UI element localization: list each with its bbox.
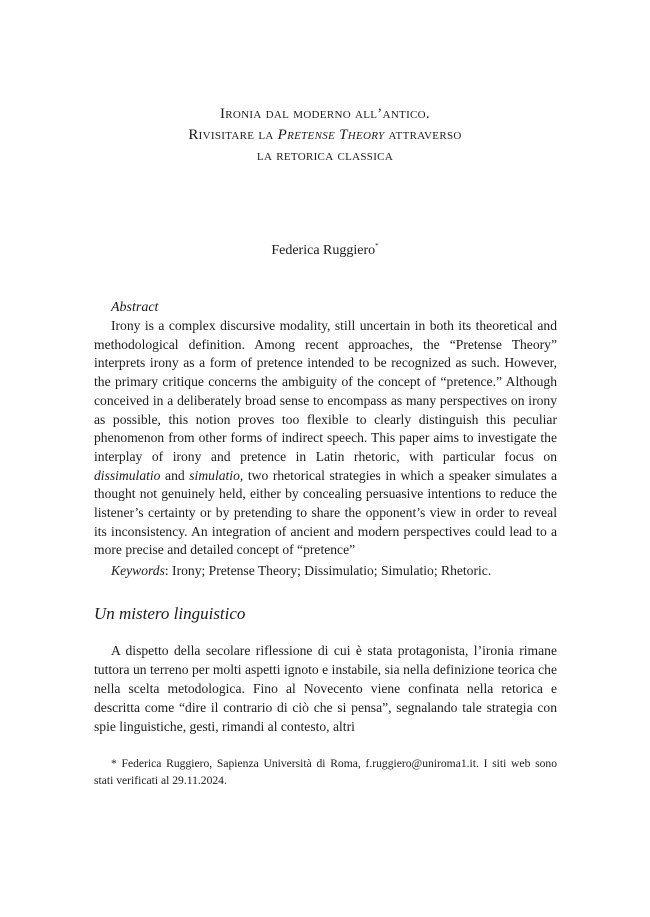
abstract-term-2: simulatio [189,467,240,483]
footnote: * Federica Ruggiero, Sapienza Università di Roma, f.ruggiero@uniroma1.it. I siti web sono stati verificati al 29.11.2024. [94,757,557,787]
title-line-2 [0,125,650,146]
keywords [94,562,557,580]
keywords-label: Keywords [111,563,165,578]
author-name: Federica Ruggiero [271,243,376,258]
title-line-3: la retorica classica [256,148,394,164]
abstract-text-1: Irony is a complex discursive modality, still uncertain in both its theoretical and methodological definition. Among recent approaches, the “Pretense Theory” interprets irony as a form of pretence intended to be recognized as such. However, the primary critique concerns the ambiguity of the concept of “pretence.” Although conceived in a deliberately broad sense to encompass as many perspectives on irony as possible, this notion proves too flexible to clearly distinguish this peculiar phenomenon from other forms of indirect speech. This paper aims to investigate the interplay of irony and pretence in Latin rhetoric, with particular focus on [94,318,557,464]
abstract-text-3: , two rhetorical strategies in which a speaker simulates a thought not genuinely held, either by concealing persuasive intentions to reduce the listener’s certainty or by pretending to share the opponent’s view in order to reveal its inconsistency. An integration of ancient and modern perspectives could lead to a more precise and detailed concept of “pretence” [94,467,557,558]
article-title [0,104,650,167]
section-paragraph: A dispetto della secolare riflessione di cui è stata protagonista, l’ironia rimane tuttora un terreno per molti aspetti ignoto e instabile, sia nella definizione teorica che nella scelta metodologica. Fino al Novecento viene confinata nella retorica e descritta come “dire il contrario di ciò che si pensa”, segnalando tale strategia con spie linguistiche, gesti, rimandi al contesto, altri [94,643,557,734]
abstract-body [94,317,557,560]
title-line-2-start: Rivisitare la [188,127,278,143]
title-line-2-end: attraverso [384,127,462,143]
author-line [0,242,650,259]
abstract-heading: Abstract [111,300,159,315]
author-footnote-mark: * [375,242,379,250]
title-line-2-italic: Pretense Theory [277,127,385,143]
abstract-term-1: dissimulatio [94,467,161,483]
abstract-text-2: and [160,467,190,483]
keywords-text: : Irony; Pretense Theory; Dissimulatio; Simulatio; Rhetoric. [164,563,492,578]
title-line-1: Ironia dal moderno all’antico. [220,106,430,122]
section-title: Un mistero linguistico [94,604,246,623]
